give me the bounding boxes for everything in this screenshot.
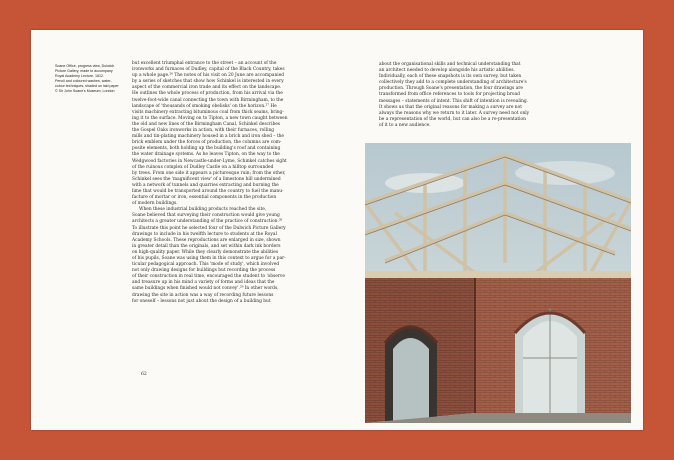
construction-illustration — [365, 143, 631, 423]
page-number: 62 — [141, 372, 147, 377]
left-text-column — [132, 61, 301, 305]
left-wall — [365, 278, 475, 423]
paragraph: When these industrial building products reached the site, Soane believed that surveying their construction would give young architects a greater understanding of the practice of construction.²⁸ To illustrate this point he selected four of the Dulwich Picture Gallery drawings to include in his twelfth lecture to students at the Royal Academy Schools. These reproductions are enlarged in size, shown in greater detail than the originals, and set within dark ink borders on high-quality paper. While they clearly demonstrate the abilities of his pupils, Soane was using them in this context to argue for a par- ticular pedagogical approach. This 'mode of study', which involved not only drawing designs for buildings but recording the process of their construction in real time, encouraged the student to 'observe and treasure up in his mind a variety of forms and ideas that the same buildings when finished would not convey'.²⁹ In other words, drawing the site in action was a way of recording future lessons for oneself – lessons not just about the design of a building but — [132, 207, 286, 304]
paragraph: but excellent triumphal entrance to the street – an account of the ironworks and furnaces of Dudley, capital of the Black Country, takes up a whole page.²⁶ The notes of his visit on 20 June are accompanied by a series of sketches that show how Schinkel is interested in every aspect of the commercial iron trade and its effect on the landscape. He outlines the whole process of production, from his arrival via the twelve-foot-wide canal connecting the town with Birmingham, to the landscape of 'thousands of smoking obelisks' on the horizon.²⁷ He visits machinery extracting bituminous coal from thick seams, bring- ing it to the surface. Moving on to Tipton, a new town caught between the old and new lines of the Birmingham Canal, Schinkel describes the Gospel Oaks ironworks in action, with their furnaces, rolling mills and tin-plating machinery housed in a brick and iron shed – the brick emblem under the forces of production, the columns are com- posite elements, both holding up the building's roof and containing the water drainage systems. As he leaves Tipton, on the way to the Wedgwood factories in Newcastle-under-Lyme, Schinkel catches sight of the ruinous complex of Dudley Castle on a hilltop surrounded by trees. From one side it appears a picturesque ruin; from the other, Schinkel sees the 'magnificent view' of a limestone hill undermined with a network of tunnels and quarries extracting and burning the lime that would be transported around the country to fuel the manu- facture of mortar or iron, essential components in the production of modern buildings. — [132, 61, 288, 207]
back-wall — [475, 278, 631, 413]
wall-plate-beam — [365, 271, 631, 278]
right-text-column — [379, 62, 539, 129]
book-spread — [31, 30, 643, 430]
figure-caption: Soane Office, progress view, Dulwich Picture Gallery, made to accompany Royal Academy Lecture, 1812. Pencil and coloured washes, water- colour techniques, shaded on laid paper © Sir John Soane's Museum, London — [55, 64, 119, 93]
paragraph: about the organisational skills and technical understanding that an architect needed to develop alongside his artistic abilities. Individually, each of these snapshots is its own survey, but taken collectively they add to a complete understanding of architecture's production. Through Soane's presentation, the four drawings are transformed from office references to tools for projecting broad messages – statements of intent. This shift of intention is revealing. It shows us that the original reasons for making a survey are not always the reasons why we return to it later. A survey need not only be a representation of the world, but can also be a re-presentation of it to a new audience. — [379, 62, 530, 128]
